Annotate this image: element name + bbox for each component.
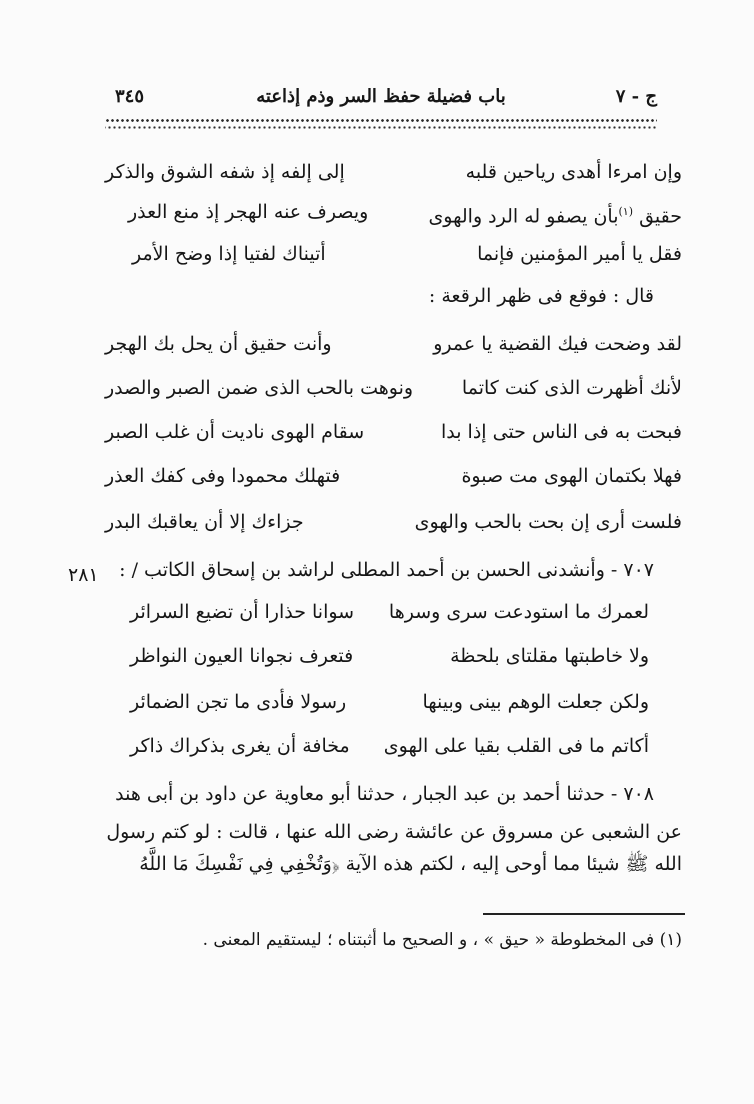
verse-first-hemistich: أكاتم ما فى القلب بقيا على الهوى <box>383 735 649 757</box>
verse-first-hemistich: لأنك أظهرت الذى كنت كاتما <box>461 377 682 399</box>
footnote-marker: (١) <box>618 205 634 218</box>
verse-second-hemistich: ونوهت بالحب الذى ضمن الصبر والصدر <box>105 377 414 399</box>
volume-label: ج - ٧ <box>615 86 657 107</box>
page-number: ٣٤٥ <box>115 86 145 107</box>
header-ornament-rule <box>105 116 657 132</box>
footnote: (١) فى المخطوطة « حيق » ، و الصحيح ما أثبتناه ؛ ليستقيم المعنى . <box>202 930 682 950</box>
running-header <box>105 86 657 116</box>
narration-line: قال : فوقع فى ظهر الرقعة : <box>428 285 654 307</box>
verse-first-hemistich: لقد وضحت فيك القضية يا عمرو <box>433 333 682 355</box>
verse-second-hemistich: ويصرف عنه الهجر إذ منع العذر <box>128 201 369 223</box>
chapter-title: باب فضيلة حفظ السر وذم إذاعته <box>256 86 506 107</box>
verse-second-hemistich: فتهلك محمودا وفى كفك العذر <box>105 465 341 487</box>
verse-second-hemistich: وأنت حقيق أن يحل بك الهجر <box>105 333 332 355</box>
margin-manuscript-folio: ٢٨١ <box>68 564 99 586</box>
verse-first-hemistich: ولا خاطبتها مقلتاى بلحظة <box>450 645 649 667</box>
verse-second-hemistich: رسولا فأدى ما تجن الضمائر <box>130 691 347 713</box>
verse-first-hemistich: لعمرك ما استودعت سرى وسرها <box>388 601 649 623</box>
verse-first-hemistich: فهلا بكتمان الهوى مت صبوة <box>461 465 682 487</box>
prose-line: ٧٠٨ - حدثنا أحمد بن عبد الجبار ، حدثنا أبو معاوية عن داود بن أبى هند <box>115 783 654 805</box>
verse-second-hemistich: سقام الهوى ناديت أن غلب الصبر <box>105 421 365 443</box>
verse-second-hemistich: فتعرف نجوانا العيون النواظر <box>130 645 354 667</box>
prose-line: عن الشعبى عن مسروق عن عائشة رضى الله عنها ، قالت : لو كتم رسول <box>106 821 682 843</box>
prose-line: الله ﷺ شيئا مما أوحى إليه ، لكتم هذه الآية ﴿وَتُخْفِي فِي نَفْسِكَ مَا اللَّهُ <box>139 853 682 875</box>
verse-second-hemistich: جزاءك إلا أن يعاقبك البدر <box>105 511 304 533</box>
verse-text: بأن يصفو له الرد والهوى <box>428 205 619 228</box>
verse-first-hemistich: فلست أرى إن بحت بالحب والهوى <box>414 511 682 533</box>
verse-first-hemistich: وإن امرءا أهدى رياحين قلبه <box>465 161 682 183</box>
verse-word: حقيق <box>639 205 682 228</box>
verse-first-hemistich: ولكن جعلت الوهم بينى وبينها <box>422 691 649 713</box>
verse-second-hemistich: إلى إلفه إذ شفه الشوق والذكر <box>105 161 345 183</box>
verse-second-hemistich: مخافة أن يغرى بذكراك ذاكر <box>130 735 350 757</box>
footnote-separator <box>483 913 685 915</box>
verse-first-hemistich: فبحت به فى الناس حتى إذا بدا <box>440 421 682 443</box>
entry-707-heading: ٧٠٧ - وأنشدنى الحسن بن أحمد المطلى لراشد بن إسحاق الكاتب / : <box>119 559 654 581</box>
verse-first-hemistich <box>428 198 682 230</box>
verse-first-hemistich: فقل يا أمير المؤمنين فإنما <box>477 243 682 265</box>
verse-second-hemistich: أتيناك لفتيا إذا وضح الأمر <box>132 243 326 265</box>
verse-second-hemistich: سوانا حذارا أن تضيع السرائر <box>130 601 355 623</box>
